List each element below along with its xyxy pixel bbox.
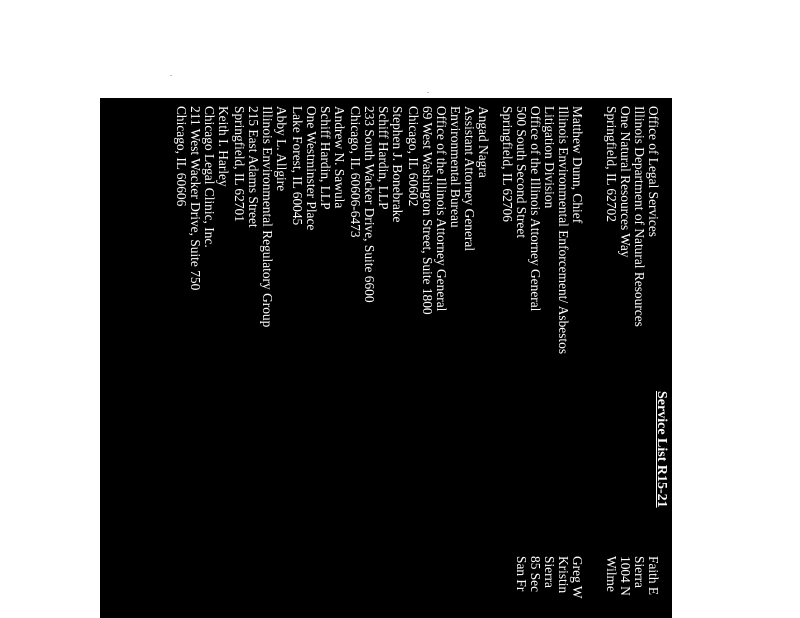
address-block-andrew-sawula	[290, 106, 346, 230]
address-block-stephen-bonebrake	[348, 106, 404, 303]
address-line: Environmental Bureau	[448, 106, 463, 228]
document-title: Service List R15-21	[654, 391, 669, 508]
address-line: Abby L. Allgire	[274, 106, 289, 192]
address-line: Keith I. Harley	[216, 106, 231, 187]
address-line: Chicago, IL 60602	[406, 106, 421, 207]
address-line: Illinois Environmental Enforcement/ Asbestos	[556, 106, 571, 355]
address-block-legal-services	[604, 106, 660, 327]
address-line: One Westminster Place	[304, 106, 319, 231]
address-line: Andrew N. Sawula	[332, 106, 347, 209]
address-line: 69 West Washington Street, Suite 1800	[420, 106, 435, 315]
address-line: Chicago, IL 60606	[174, 106, 189, 207]
address-line: Chicago, IL 60606-6473	[348, 106, 363, 238]
address-line: Springfield, IL 62706	[500, 106, 515, 222]
address-line: Angad Nagra	[476, 106, 491, 178]
address-line: One Natural Resources Way	[618, 106, 633, 258]
scan-speck	[170, 75, 172, 76]
address-line: Matthew Dunn, Chief	[570, 106, 585, 224]
address-line: 215 East Adams Street	[246, 106, 261, 228]
address-line: Wilme	[604, 556, 619, 592]
address-line: Stephen J. Bonebrake	[390, 106, 405, 223]
address-line: Office of the Illinois Attorney General	[434, 106, 449, 312]
address-block-keith-harley	[174, 106, 230, 290]
address-line: Assistant Attorney General	[462, 106, 477, 252]
address-line: Greg W	[570, 556, 585, 599]
address-line: 500 South Second Street	[514, 106, 529, 239]
address-line: 1004 N	[618, 556, 633, 596]
address-line: Springfield, IL 62701	[232, 106, 247, 222]
scanned-page	[100, 98, 672, 618]
address-line: Sierra	[542, 556, 557, 588]
scan-speck	[427, 92, 429, 93]
address-line: 233 South Wacker Drive, Suite 6600	[362, 106, 377, 303]
address-block-right-1	[604, 556, 660, 596]
address-line: Kristin	[556, 556, 571, 594]
address-line: 85 Sec	[528, 556, 543, 593]
address-line: Schiff Hardin, LLP	[318, 106, 333, 210]
address-line: Chicago Legal Clinic, Inc.	[202, 106, 217, 248]
address-line: Litigation Division	[542, 106, 557, 209]
address-line: Lake Forest, IL 60045	[290, 106, 305, 226]
address-line: Office of the Illinois Attorney General	[528, 106, 543, 312]
address-line: Illinois Department of Natural Resources	[632, 106, 647, 327]
address-line: Schiff Hardin, LLP	[376, 106, 391, 210]
address-line: Sierra	[632, 556, 647, 588]
address-block-angad-nagra	[406, 106, 490, 315]
address-line: Faith E	[646, 556, 661, 596]
address-block-matthew-dunn	[500, 106, 584, 354]
address-line: Illinois Environmental Regulatory Group	[260, 106, 275, 328]
address-block-abby-allgire	[232, 106, 288, 327]
address-block-right-2	[514, 556, 584, 599]
address-line: 211 West Wacker Drive, Suite 750	[188, 106, 203, 291]
rotated-page-content	[100, 98, 672, 618]
address-line: San Fr	[514, 556, 529, 592]
address-line: Springfield, IL 62702	[604, 106, 619, 222]
address-line: Office of Legal Services	[646, 106, 661, 237]
